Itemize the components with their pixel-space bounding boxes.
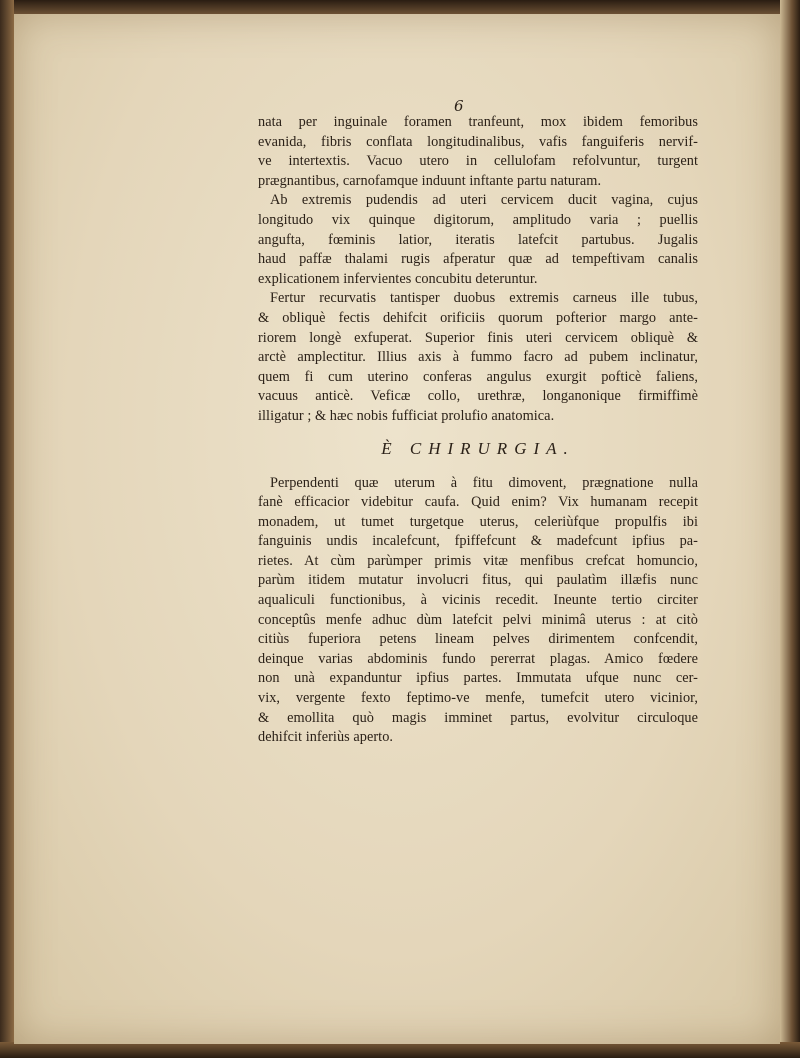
text-line: vacuus anticè. Veficæ collo, urethræ, longanonique firmiffimè <box>258 388 698 405</box>
text-block <box>258 113 698 748</box>
text-line: quem fi cum uterino conferas angulus exurgit pofticè faliens, <box>258 368 698 385</box>
text-line: prægnantibus, carnofamque induunt inftante partu naturam. <box>258 172 602 189</box>
text-line: angufta, fœminis latior, iteratis latefcit partubus. Jugalis <box>258 231 698 248</box>
text-line: explicationem infervientes concubitu deteruntur. <box>258 270 538 287</box>
text-line: parùm itidem mutatur involucri fitus, qui paulatìm illæfis nunc <box>258 572 698 589</box>
text-line: non unà expanduntur ipfius partes. Immutata ufque nunc cer- <box>258 670 698 687</box>
book-right-edge <box>780 0 800 1058</box>
text-line: ve intertextis. Vacuo utero in cellulofam refolvuntur, turgent <box>258 153 698 170</box>
paragraph-1 <box>258 113 698 191</box>
text-line: & emollita quò magis imminet partus, evolvitur circuloque <box>258 709 698 726</box>
text-line: monadem, ut tumet turgetque uterus, celeriùfque propulfis ibi <box>258 513 698 530</box>
page-number: 6 <box>454 97 464 115</box>
book-bottom-edge <box>0 1042 800 1058</box>
text-line: longitudo vix quinque digitorum, amplitudo varia ; puellis <box>258 211 698 228</box>
paragraph-2 <box>258 191 698 289</box>
text-line: riorem longè exfuperat. Superior finis uteri cervicem obliquè & <box>258 329 698 346</box>
text-line: haud paffæ thalami rugis afperatur quæ ad tempeftivam canalis <box>258 251 698 268</box>
paragraph-4 <box>258 474 698 748</box>
text-line: fanguinis undis incalefcunt, fpiffefcunt & madefcunt ipfius pa- <box>258 533 698 550</box>
text-line: citiùs fuperiora petens lineam pelves dirimentem confcendit, <box>258 631 698 648</box>
book-top-edge <box>0 0 800 14</box>
text-line: Fertur recurvatis tantisper duobus extremis carneus ille tubus, <box>270 290 698 307</box>
text-line: evanida, fibris conflata longitudinalibus, vafis fanguiferis nervif- <box>258 133 698 150</box>
text-line: & obliquè fectis dehifcit orificiis quorum pofterior margo ante- <box>258 309 698 326</box>
text-line: rietes. At cùm parùmper primis vitæ menfibus crefcat homuncio, <box>258 552 698 569</box>
text-line: nata per inguinale foramen tranfeunt, mox ibidem femoribus <box>258 114 698 130</box>
text-line: arctè amplectitur. Illius axis à fummo facro ad pubem inclinatur, <box>258 349 698 366</box>
text-line: Perpendenti quæ uterum à fitu dimovent, prægnatione nulla <box>270 474 698 491</box>
text-line: vix, vergente fexto feptimo-ve menfe, tumefcit utero vicinior, <box>258 690 698 707</box>
book-left-edge <box>0 0 14 1058</box>
paragraph-3 <box>258 289 698 426</box>
text-line: conceptûs menfe adhuc dùm latefcit pelvi minimâ uterus : at citò <box>258 611 698 628</box>
text-line: illigatur ; & hæc nobis fufficiat prolufio anatomica. <box>258 407 555 424</box>
text-line: aqualiculi functionibus, à vicinis recedit. Ineunte tertio circiter <box>258 592 698 609</box>
text-line: Ab extremis pudendis ad uteri cervicem ducit vagina, cujus <box>270 192 698 209</box>
section-heading: È CHIRURGIA. <box>381 438 575 458</box>
text-line: dehifcit inferiùs aperto. <box>258 729 394 746</box>
text-line: deinque varias abdominis fundo pererrat plagas. Amico fœdere <box>258 650 698 667</box>
text-line: fanè efficacior videbitur caufa. Quid enim? Vix humanam recepit <box>258 494 698 511</box>
